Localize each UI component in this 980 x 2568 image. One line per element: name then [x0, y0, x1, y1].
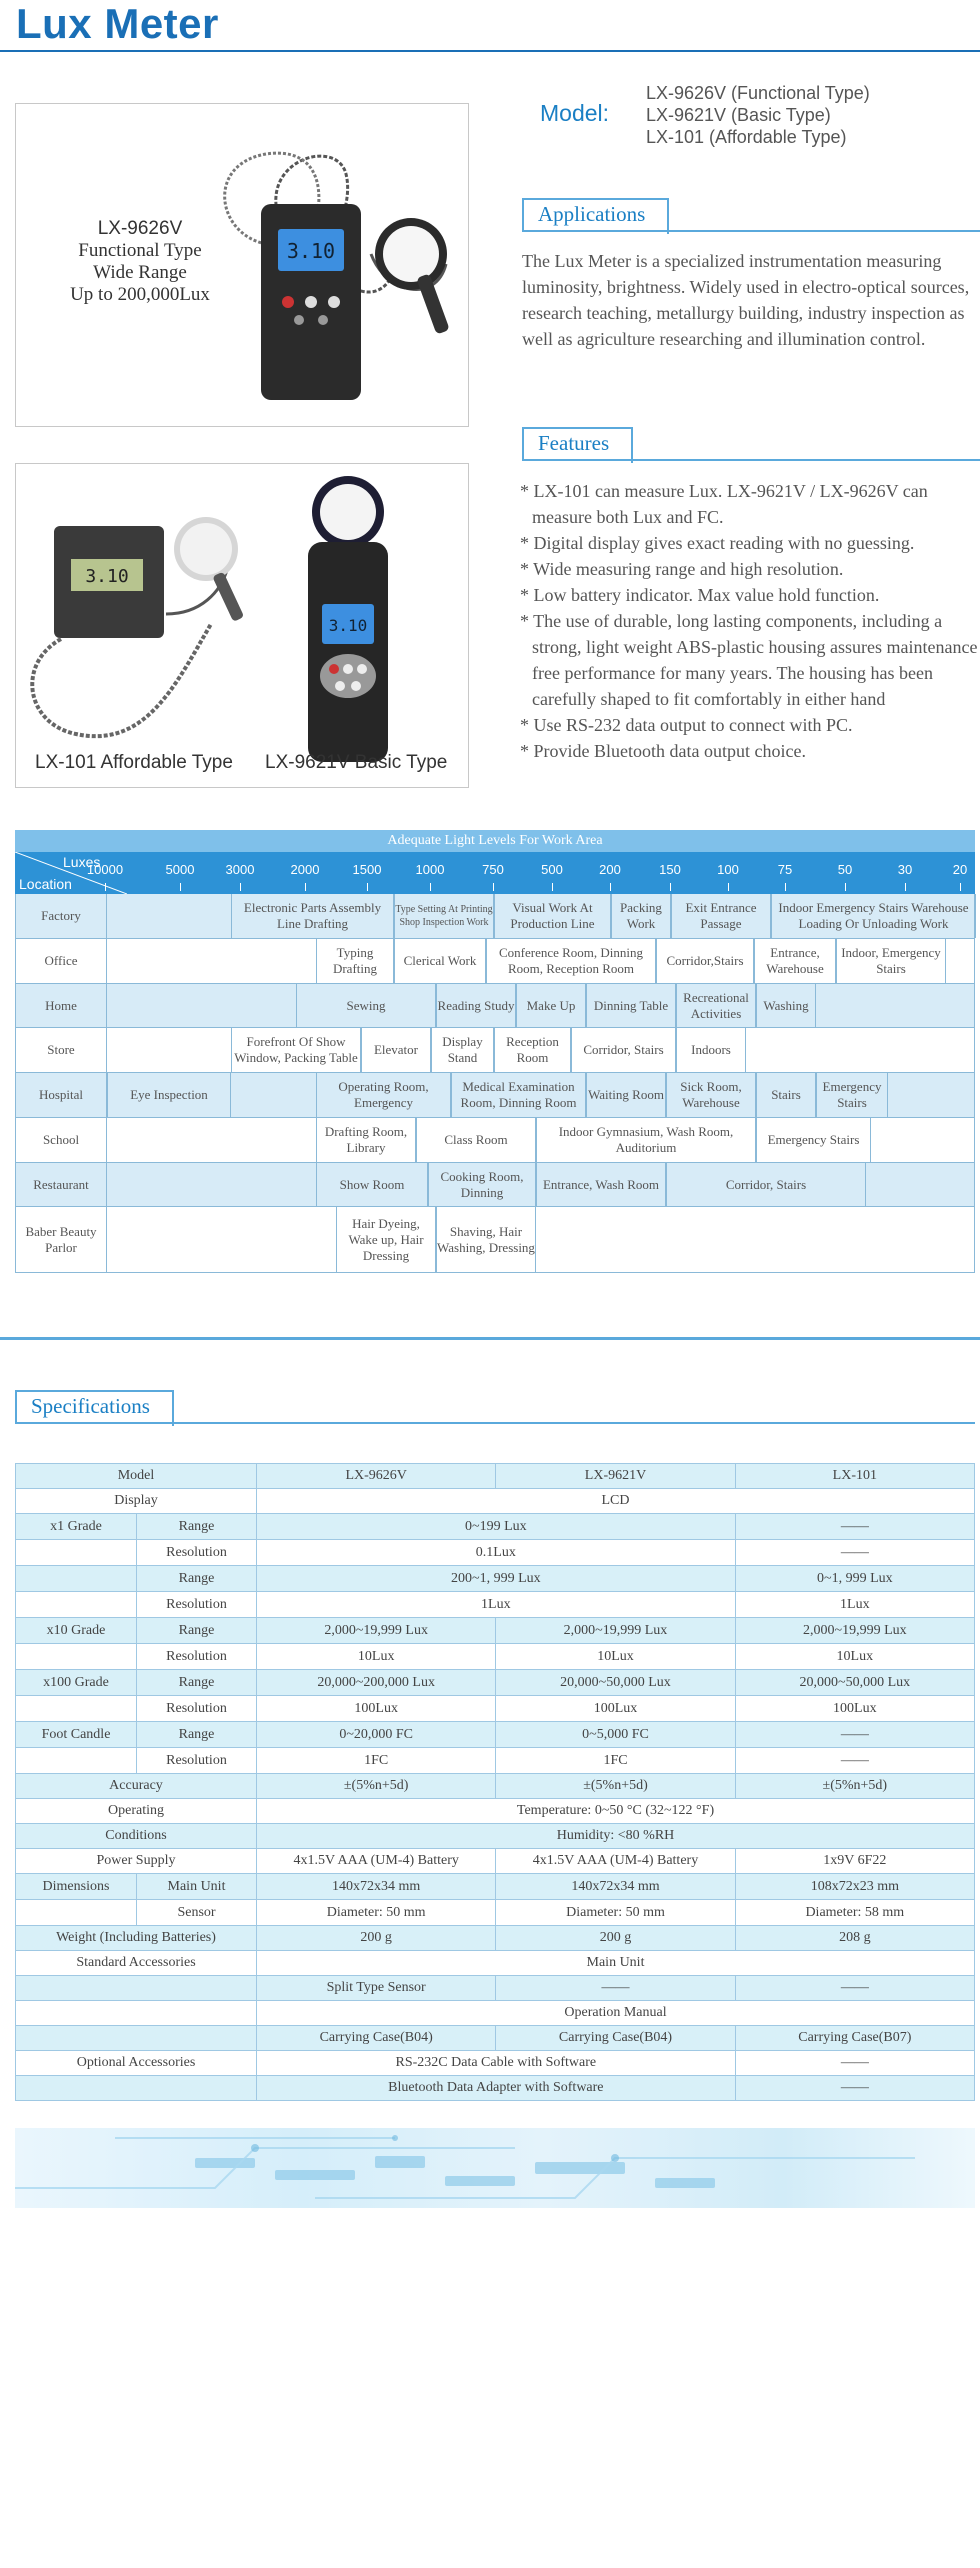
- spec-cell: Weight (Including Batteries): [16, 1926, 257, 1951]
- lux-tick-mark: [610, 883, 611, 891]
- lux-tick-mark: [367, 883, 368, 891]
- light-level-cell: Indoor Gymnasium, Wash Room, Auditorium: [536, 1118, 756, 1162]
- light-table-row: [15, 984, 975, 1028]
- features-rule: [522, 459, 980, 461]
- spec-cell: ——: [735, 1722, 974, 1748]
- model-label: Model:: [540, 100, 610, 126]
- lux-tick-mark: [493, 883, 494, 891]
- spec-cell: ——: [735, 1540, 974, 1566]
- light-level-cell: Clerical Work: [394, 939, 486, 983]
- light-level-cell: Typing Drafting: [316, 939, 394, 983]
- caption-line: Functional Type: [78, 240, 202, 261]
- light-level-cell: Show Room: [316, 1163, 428, 1206]
- spec-cell: Range: [136, 1618, 256, 1643]
- table-row: [16, 1618, 975, 1644]
- light-level-cell: Visual Work At Production Line: [494, 894, 611, 938]
- table-row: [16, 1514, 975, 1540]
- spec-cell: Operation Manual: [257, 2001, 975, 2026]
- specifications-heading: Specifications: [15, 1390, 164, 1424]
- spec-cell: 1Lux: [257, 1592, 736, 1618]
- light-level-cell: Forefront Of Show Window, Packing Table: [231, 1028, 361, 1072]
- light-level-cell: Type Setting At Printing Shop Inspection Work: [394, 894, 494, 938]
- spec-cell: 100Lux: [496, 1696, 735, 1722]
- spec-cell: Display: [16, 1489, 257, 1514]
- lx9621v-caption: LX-9621V Basic Type: [265, 752, 448, 773]
- lcd-reading: 3.10: [85, 566, 129, 587]
- table-row: [16, 1926, 975, 1951]
- light-level-cell: Exit Entrance Passage: [671, 894, 771, 938]
- light-level-cell: Corridor, Stairs: [666, 1163, 866, 1206]
- spec-cell: Resolution: [136, 1748, 256, 1773]
- light-level-cell: Make Up: [516, 984, 586, 1027]
- feature-item: * Wide measuring range and high resolution.: [520, 559, 844, 579]
- spec-cell: Diameter: 58 mm: [735, 1900, 974, 1926]
- light-level-cell: Medical Examination Room, Dinning Room: [451, 1073, 586, 1117]
- light-level-cell: Washing: [756, 984, 816, 1027]
- spec-cell: 20,000~50,000 Lux: [735, 1670, 974, 1696]
- table-row: [16, 2026, 975, 2051]
- circuit-pattern: [15, 2128, 975, 2208]
- spec-cell: ——: [735, 1976, 974, 2001]
- lux-tick-label: 100: [717, 862, 739, 877]
- spec-cell: 1FC: [257, 1748, 496, 1774]
- table-row: [16, 1799, 975, 1824]
- location-label: Location: [19, 876, 72, 892]
- table-row: [16, 1670, 975, 1696]
- light-level-cell: Electronic Parts Assembly Line Drafting: [231, 894, 394, 938]
- spec-cell: 1x9V 6F22: [735, 1849, 974, 1874]
- features-list: [520, 478, 980, 764]
- feature-item: * Digital display gives exact reading with no guessing.: [520, 533, 915, 553]
- feature-item: * Low battery indicator. Max value hold function.: [520, 585, 880, 605]
- spec-cell: 0~199 Lux: [257, 1514, 736, 1540]
- lx101-caption: LX-101 Affordable Type: [35, 752, 233, 773]
- light-level-cell: Sewing: [296, 984, 436, 1027]
- location-cell: Restaurant: [16, 1163, 107, 1206]
- spec-cell: Power Supply: [16, 1849, 257, 1874]
- spec-cell: Sensor: [136, 1900, 256, 1925]
- spec-cell: 108x72x23 mm: [735, 1874, 974, 1900]
- spec-table: [15, 1463, 975, 2101]
- caption-line: Wide Range: [93, 262, 187, 283]
- lcd-reading: 3.10: [286, 239, 336, 263]
- lux-tick-label: 75: [777, 862, 793, 877]
- table-row: [16, 1748, 975, 1774]
- table-row: [16, 1464, 975, 1489]
- lux-tick-mark: [905, 883, 906, 891]
- feature-item: * Provide Bluetooth data output choice.: [520, 741, 806, 761]
- table-row: [16, 1566, 975, 1592]
- table-row: [16, 2001, 975, 2026]
- spec-cell: Carrying Case(B07): [735, 2026, 974, 2051]
- spec-cell: Foot Candle: [41, 1726, 111, 1742]
- spec-cell: Accuracy: [16, 1774, 257, 1799]
- specifications-rule: [15, 1422, 975, 1424]
- spec-cell: 4x1.5V AAA (UM-4) Battery: [496, 1849, 735, 1874]
- feature-item: * The use of durable, long lasting components, including a strong, light weight ABS-plastic housing assures maintenance free performance for many years. The housing has been carefully shaped to fit comfortably in either hand: [520, 611, 978, 709]
- lux-tick-label: 20: [952, 862, 968, 877]
- feature-item: * Use RS-232 data output to connect with PC.: [520, 715, 853, 735]
- spec-cell: Main Unit: [136, 1874, 256, 1899]
- light-level-cell: Entrance, Warehouse: [754, 939, 836, 983]
- spec-cell: 20,000~200,000 Lux: [257, 1670, 496, 1696]
- spec-cell: LX-9626V: [257, 1464, 496, 1489]
- luxes-label: Luxes: [63, 854, 101, 870]
- location-cell: Factory: [16, 894, 107, 938]
- light-level-cell: Emergency Stairs: [756, 1118, 871, 1162]
- light-level-cell: Class Room: [416, 1118, 536, 1162]
- lux-tick-label: 2000: [290, 862, 320, 877]
- light-level-cell: Waiting Room: [586, 1073, 666, 1117]
- light-level-cell: Sick Room, Warehouse: [666, 1073, 756, 1117]
- spec-cell: Resolution: [136, 1592, 256, 1617]
- lux-tick-mark: [960, 883, 961, 891]
- spec-cell: LX-9621V: [496, 1464, 735, 1489]
- light-level-cell: Corridor,Stairs: [656, 939, 754, 983]
- location-cell: Home: [16, 984, 107, 1027]
- light-level-cell: Recreational Activities: [676, 984, 756, 1027]
- spec-cell: 100Lux: [735, 1696, 974, 1722]
- location-cell: Store: [16, 1028, 107, 1072]
- table-row: [16, 1774, 975, 1799]
- spec-cell: ——: [735, 1748, 974, 1774]
- light-level-cell: Emergency Stairs: [816, 1073, 888, 1117]
- table-row: [16, 1900, 975, 1926]
- spec-cell: 140x72x34 mm: [257, 1874, 496, 1900]
- model-list: [646, 82, 870, 148]
- spec-cell: Range: [136, 1566, 256, 1591]
- spec-cell: 200 g: [257, 1926, 496, 1951]
- light-level-cell: Packing Work: [611, 894, 671, 938]
- lcd-reading: 3.10: [328, 616, 368, 635]
- spec-cell: Resolution: [136, 1540, 256, 1565]
- model-item: LX-9626V (Functional Type): [646, 83, 870, 103]
- light-level-cell: Drafting Room, Library: [316, 1118, 416, 1162]
- light-table-row: [15, 1207, 975, 1273]
- light-level-cell: Conference Room, Dinning Room, Reception Room: [486, 939, 656, 983]
- spec-cell: 4x1.5V AAA (UM-4) Battery: [257, 1849, 496, 1874]
- lux-tick-label: 200: [599, 862, 621, 877]
- spec-cell: Dimensions: [42, 1878, 110, 1894]
- lux-tick-label: 1000: [415, 862, 445, 877]
- lux-tick-label: 5000: [165, 862, 195, 877]
- light-level-cell: Indoor Emergency Stairs Warehouse Loading Or Unloading Work: [771, 894, 976, 938]
- spec-cell: 100Lux: [257, 1696, 496, 1722]
- spec-cell: 0~1, 999 Lux: [735, 1566, 974, 1592]
- light-table-row: [15, 1073, 975, 1118]
- spec-cell: x100 Grade: [43, 1674, 109, 1690]
- spec-cell: Resolution: [136, 1696, 256, 1721]
- caption-line: LX-9626V: [97, 218, 183, 239]
- spec-cell: 2,000~19,999 Lux: [257, 1618, 496, 1644]
- light-table-row: [15, 1028, 975, 1073]
- title-divider: [0, 50, 980, 52]
- light-level-cell: Stairs: [756, 1073, 816, 1117]
- lux-tick-label: 30: [897, 862, 913, 877]
- spec-cell: 0~20,000 FC: [257, 1722, 496, 1748]
- spec-cell: ——: [735, 2051, 974, 2076]
- model-item: LX-101 (Affordable Type): [646, 127, 847, 147]
- lux-tick-mark: [430, 883, 431, 891]
- lux-tick-mark: [180, 883, 181, 891]
- lx101-lx9621v-illustration: [16, 464, 470, 789]
- lux-tick-label: 50: [837, 862, 853, 877]
- lux-tick-mark: [240, 883, 241, 891]
- spec-cell: 10Lux: [496, 1644, 735, 1670]
- lux-tick-mark: [785, 883, 786, 891]
- table-row: [16, 1540, 975, 1566]
- light-level-cell: Dinning Table: [586, 984, 676, 1027]
- spec-cell: 2,000~19,999 Lux: [735, 1618, 974, 1644]
- spec-cell: Split Type Sensor: [257, 1976, 496, 2001]
- table-row: [16, 2076, 975, 2101]
- light-table-row: [15, 1118, 975, 1163]
- spec-cell: 10Lux: [735, 1644, 974, 1670]
- spec-cell: Standard Accessories: [16, 1951, 257, 1976]
- table-row: [16, 1696, 975, 1722]
- lux-tick-label: 750: [482, 862, 504, 877]
- lux-tick-label: 150: [659, 862, 681, 877]
- light-level-cell: Hair Dyeing, Wake up, Hair Dressing: [336, 1207, 436, 1272]
- table-row: [16, 1951, 975, 1976]
- spec-cell: 200 g: [496, 1926, 735, 1951]
- spec-cell: 1Lux: [735, 1592, 974, 1618]
- features-heading: Features: [522, 427, 623, 461]
- light-level-cell: Entrance, Wash Room: [536, 1163, 666, 1206]
- spec-cell: Optional Accessories: [16, 2051, 257, 2076]
- spec-cell: Diameter: 50 mm: [496, 1900, 735, 1926]
- product-image-lx101-lx9621v: [15, 463, 469, 788]
- applications-rule: [522, 230, 980, 232]
- lux-tick-label: 3000: [225, 862, 255, 877]
- table-row: [16, 2051, 975, 2076]
- lux-tick-mark: [105, 883, 106, 891]
- lux-tick-mark: [845, 883, 846, 891]
- light-table-row: [15, 894, 975, 939]
- table-row: [16, 1824, 975, 1849]
- spec-cell: ——: [496, 1976, 735, 2001]
- spec-cell: ——: [735, 2076, 974, 2101]
- spec-cell: RS-232C Data Cable with Software: [257, 2051, 736, 2076]
- light-level-cell: Shaving, Hair Washing, Dressing: [436, 1207, 536, 1272]
- spec-cell: Temperature: 0~50 °C (32~122 °F): [257, 1799, 975, 1824]
- lux-tick-mark: [728, 883, 729, 891]
- applications-text: The Lux Meter is a specialized instrumentation measuring luminosity, brightness. Widely used in electro-optical sources, research teaching, metallurgy building, industry inspection as well as agriculture researching and illumination control.: [522, 251, 970, 349]
- spec-cell: Resolution: [136, 1644, 256, 1669]
- spec-cell: 1FC: [496, 1748, 735, 1774]
- light-level-cell: Indoors: [676, 1028, 746, 1072]
- spec-cell: 200~1, 999 Lux: [257, 1566, 736, 1592]
- spec-cell: 208 g: [735, 1926, 974, 1951]
- caption-line: Up to 200,000Lux: [70, 284, 210, 305]
- lux-tick-mark: [552, 883, 553, 891]
- light-table-row: [15, 939, 975, 984]
- decorative-circuit-banner: [15, 2128, 975, 2208]
- spec-cell: Range: [136, 1514, 256, 1539]
- spec-cell: Main Unit: [257, 1951, 975, 1976]
- light-level-cell: Display Stand: [431, 1028, 494, 1072]
- location-cell: Hospital: [16, 1073, 107, 1117]
- spec-cell: x10 Grade: [46, 1622, 106, 1638]
- light-level-cell: Operating Room, Emergency: [316, 1073, 451, 1117]
- spec-divider: [0, 1337, 980, 1340]
- location-cell: School: [16, 1118, 107, 1162]
- table-row: [16, 1592, 975, 1618]
- spec-cell: Carrying Case(B04): [257, 2026, 496, 2051]
- table-row: [16, 1489, 975, 1514]
- feature-item: * LX-101 can measure Lux. LX-9621V / LX-9626V can measure both Lux and FC.: [520, 481, 928, 527]
- spec-cell: Operating: [16, 1799, 257, 1824]
- lux-tick-label: 1500: [352, 862, 382, 877]
- spec-cell: Bluetooth Data Adapter with Software: [257, 2076, 736, 2101]
- light-level-cell: Reading Study: [436, 984, 516, 1027]
- table-row: [16, 1722, 975, 1748]
- page-title: Lux Meter: [16, 0, 219, 47]
- spec-cell: LCD: [257, 1489, 975, 1514]
- light-table-row: [15, 1163, 975, 1207]
- light-table-title: Adequate Light Levels For Work Area: [15, 830, 975, 852]
- table-row: [16, 1849, 975, 1874]
- lux-tick-mark: [305, 883, 306, 891]
- spec-cell: 0.1Lux: [257, 1540, 736, 1566]
- spec-cell: 10Lux: [257, 1644, 496, 1670]
- spec-cell: ±(5%n+5d): [496, 1774, 735, 1799]
- spec-cell: LX-101: [735, 1464, 974, 1489]
- lux-tick-label: 10000: [86, 862, 124, 877]
- spec-cell: Carrying Case(B04): [496, 2026, 735, 2051]
- spec-cell: x1 Grade: [50, 1518, 102, 1534]
- light-level-cell: Reception Room: [494, 1028, 571, 1072]
- spec-cell: ±(5%n+5d): [735, 1774, 974, 1799]
- table-row: [16, 1644, 975, 1670]
- spec-cell: ±(5%n+5d): [257, 1774, 496, 1799]
- lx9626v-caption: [40, 218, 240, 306]
- spec-cell: ——: [735, 1514, 974, 1540]
- spec-cell: 2,000~19,999 Lux: [496, 1618, 735, 1644]
- lux-tick-mark: [670, 883, 671, 891]
- light-level-cell: Eye Inspection: [107, 1073, 231, 1117]
- location-cell: Baber Beauty Parlor: [16, 1207, 107, 1272]
- light-level-cell: Indoor, Emergency Stairs: [836, 939, 946, 983]
- lux-tick-label: 500: [541, 862, 563, 877]
- spec-cell: Humidity: <80 %RH: [257, 1824, 975, 1849]
- light-level-cell: Elevator: [361, 1028, 431, 1072]
- spec-cell: Range: [136, 1670, 256, 1695]
- spec-cell: Diameter: 50 mm: [257, 1900, 496, 1926]
- table-row: [16, 1874, 975, 1900]
- model-item: LX-9621V (Basic Type): [646, 105, 831, 125]
- light-table-header: [15, 852, 975, 894]
- spec-cell: 140x72x34 mm: [496, 1874, 735, 1900]
- location-cell: Office: [16, 939, 107, 983]
- table-row: [16, 1976, 975, 2001]
- spec-cell: Range: [136, 1722, 256, 1747]
- spec-cell: 0~5,000 FC: [496, 1722, 735, 1748]
- spec-cell: Conditions: [16, 1824, 257, 1849]
- spec-cell: Model: [16, 1464, 257, 1489]
- spec-cell: 20,000~50,000 Lux: [496, 1670, 735, 1696]
- applications-heading: Applications: [522, 198, 659, 232]
- light-level-cell: Cooking Room, Dinning: [428, 1163, 536, 1206]
- light-level-cell: Corridor, Stairs: [571, 1028, 676, 1072]
